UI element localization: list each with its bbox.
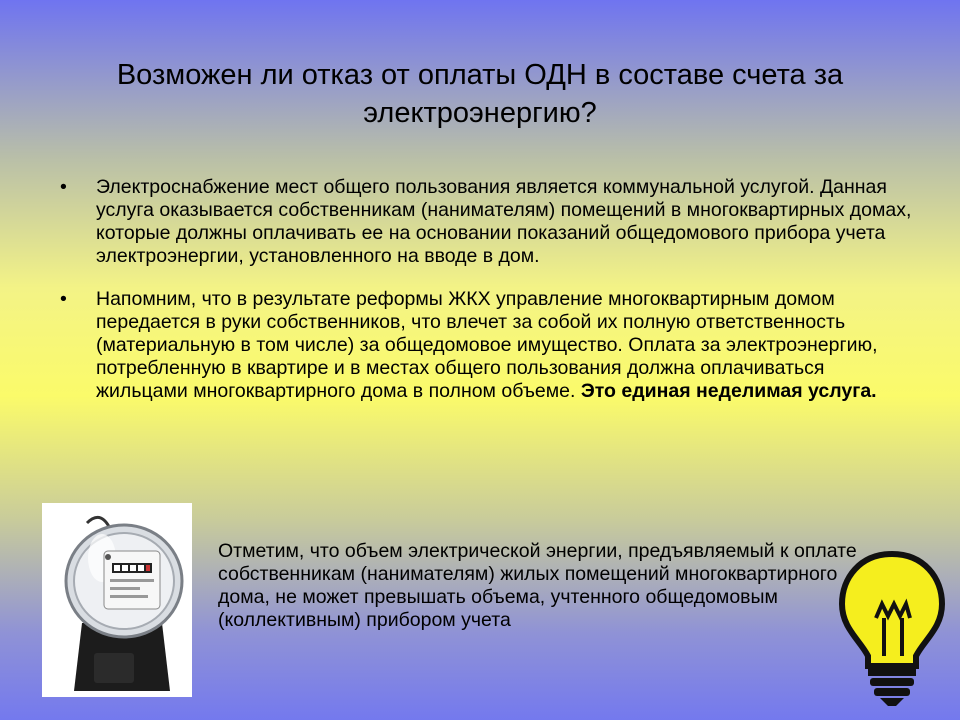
light-bulb-icon [836, 548, 948, 708]
slide-title: Возможен ли отказ от оплаты ОДН в составе счета за электроэнергию? [116, 59, 844, 129]
note-text: Отметим, что объем электрической энергии, предъявляемый к оплате собственникам (нанимателям) жилых помещений многоквартирного дома, не может превышать объема, учтенного общедомовым (коллективным) прибором учета [218, 540, 857, 631]
bullet-marker: • [60, 176, 67, 198]
bullet-item [60, 176, 920, 268]
bullet-list [60, 176, 920, 423]
bullet-text: Электроснабжение мест общего пользования является коммунальной услугой. Данная услуга оказывается собственникам (нанимателям) помещений в многоквартирных домах, которые должны оплачивать ее на основании показаний общедомового прибора учета электроэнергии, установленного на вводе в дом. [96, 176, 912, 267]
bullet-bold-text: Это единая неделимая услуга. [580, 380, 877, 402]
bullet-item [60, 288, 920, 403]
bullet-text: Напомним, что в результате реформы ЖКХ управление многоквартирным домом передается в руки собственников, что влечет за собой их полную ответственность (материальную в том числе) за общедомовое имущество. Оплата за электроэнергию, потребленную в квартире и в местах общего пользования должна оплачиваться жильцами многоквартирного дома в полном объеме. [96, 288, 878, 402]
bullet-marker: • [60, 288, 67, 310]
electricity-meter-image [42, 503, 192, 697]
